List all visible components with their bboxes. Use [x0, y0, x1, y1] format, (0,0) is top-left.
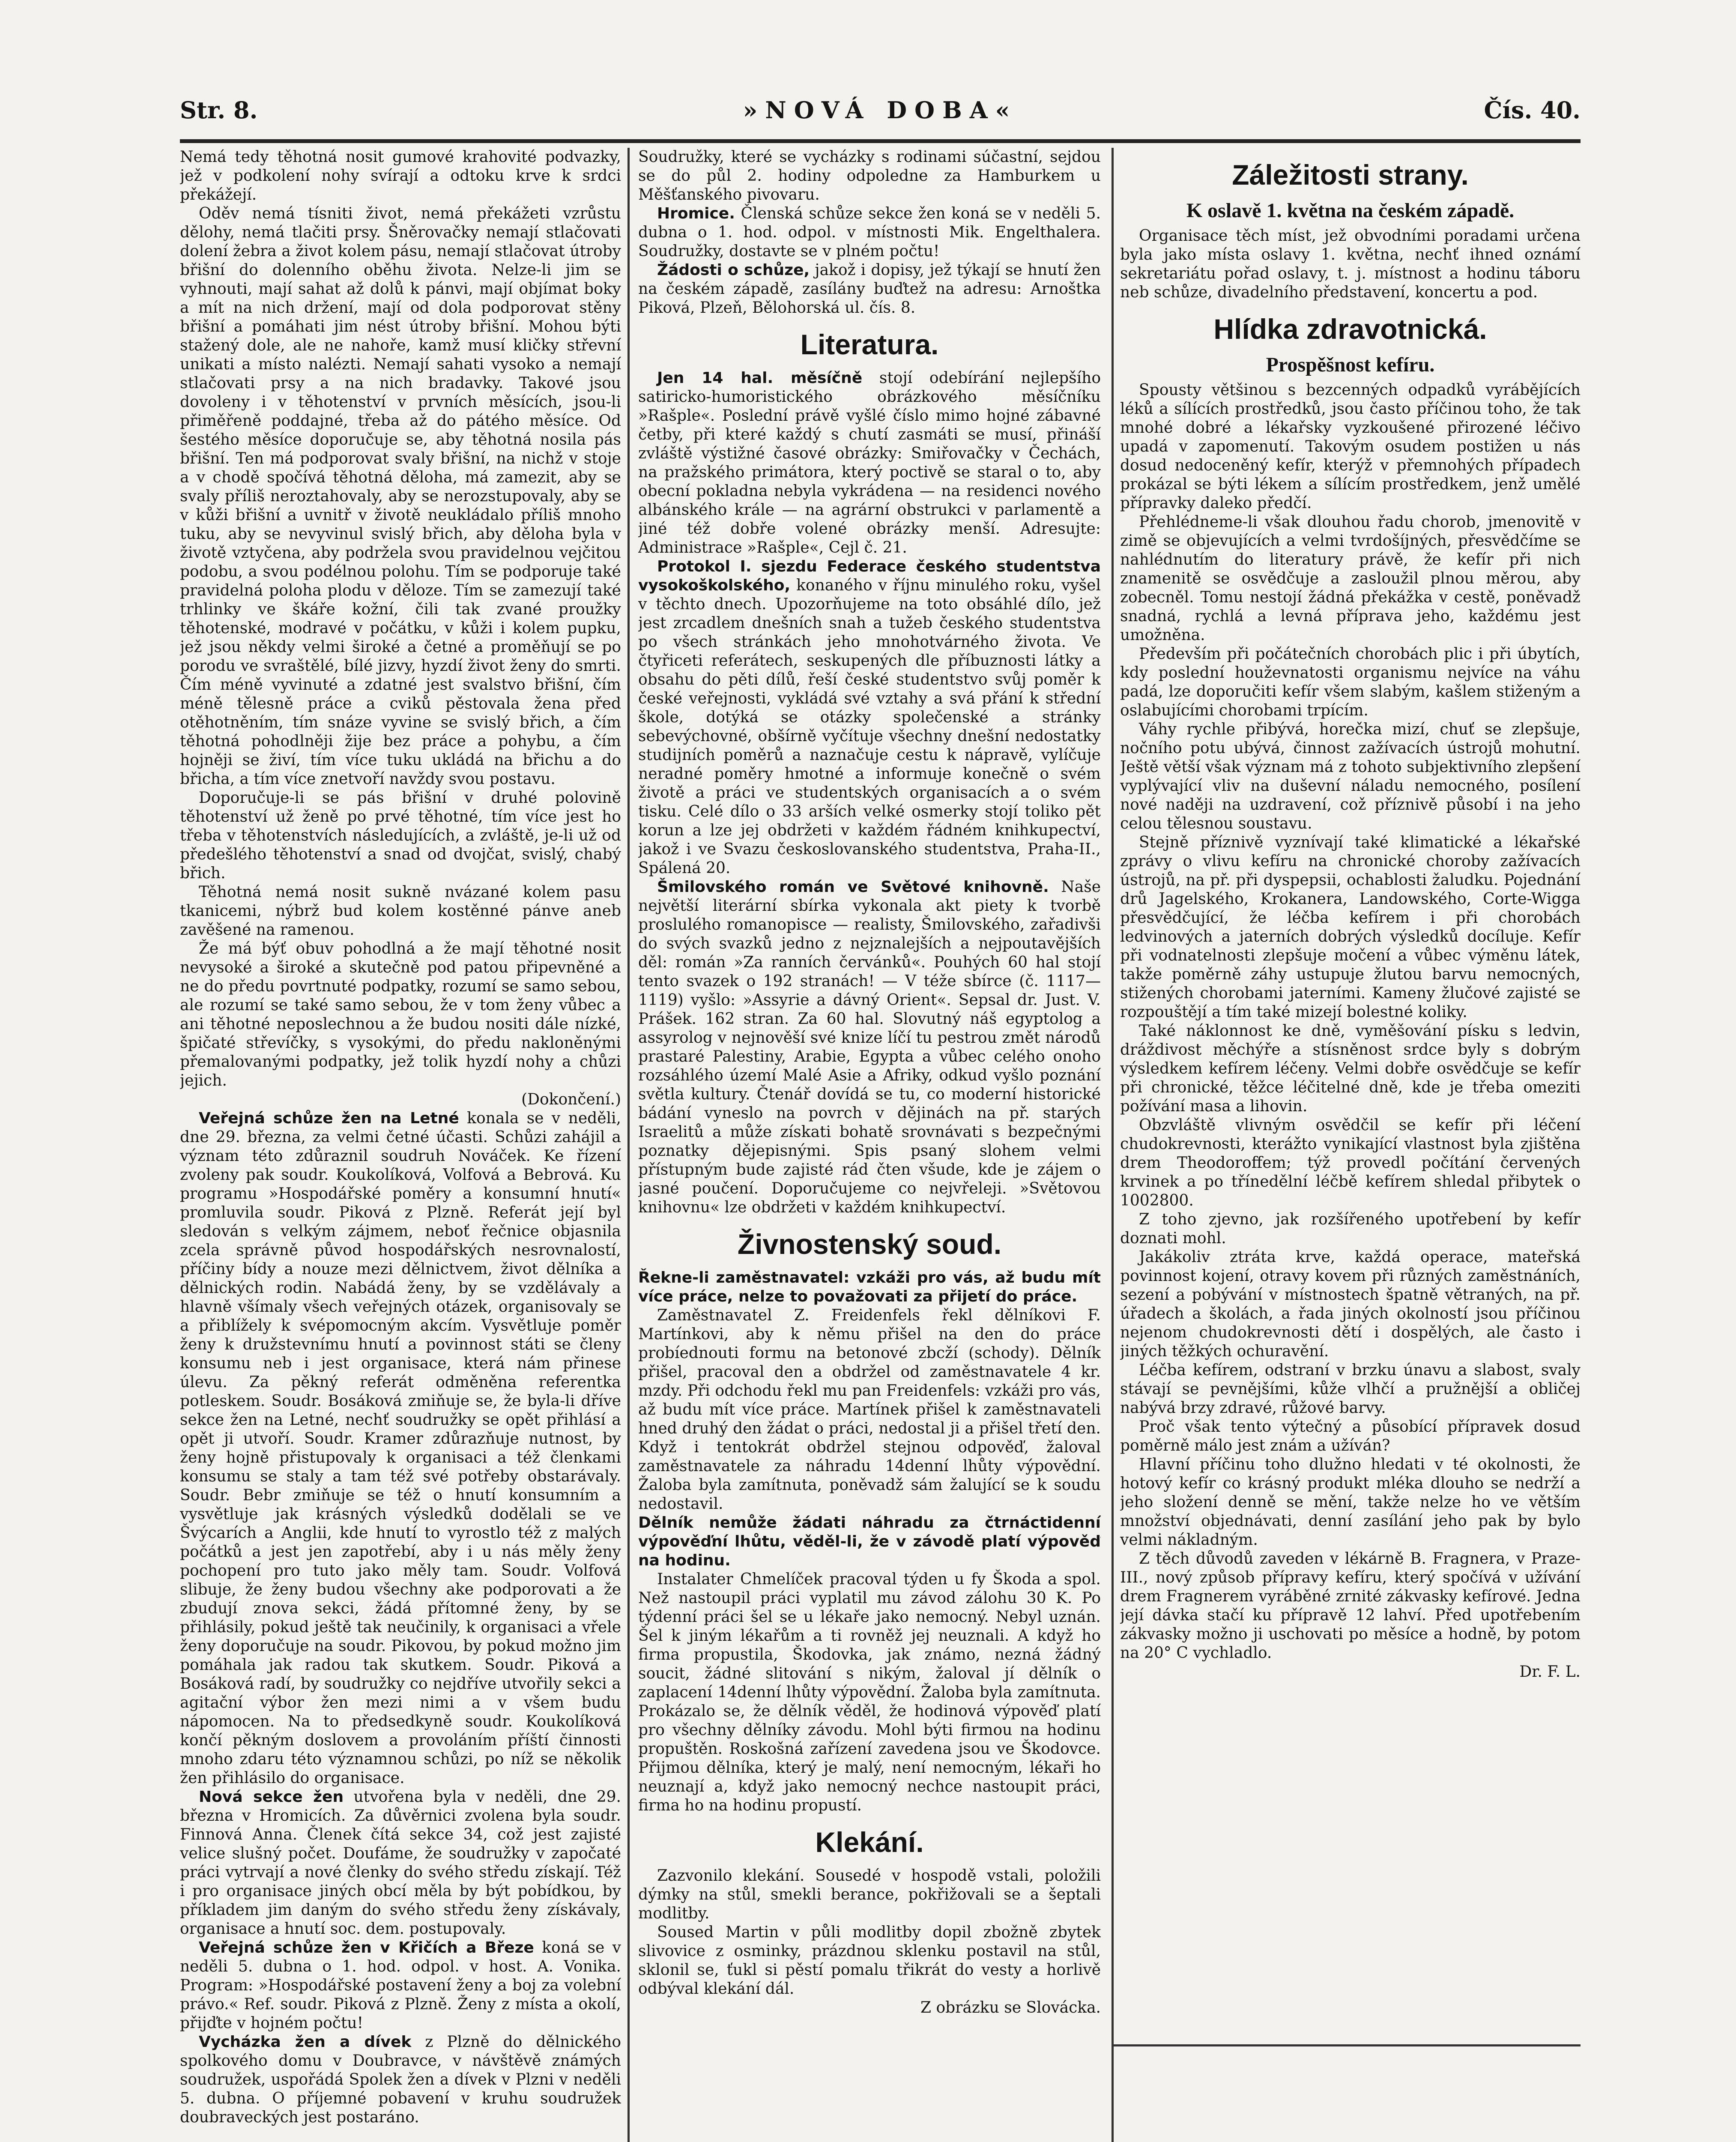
article-paragraph: Zazvonilo klekání. Sousedé v hospodě vstali, položili dýmky na stůl, smekli berance, pokřižovali se a šeptali modlitby.	[638, 1867, 1101, 1922]
news-lead: Hromice.	[657, 205, 735, 222]
continuation-note: (Dokončení.)	[521, 1091, 621, 1108]
news-item	[638, 204, 1101, 261]
section-heading-party: Záležitosti strany.	[1232, 159, 1469, 191]
article-paragraph: Organisace těch míst, jež obvodními poradami určena byla jako místa oslavy 1. května, nechť ihned oznámí sekretariátu pořad oslavy, t. j. místnost a hodinu táboru neb schůze, divadelního představení, koncertu a pod.	[1120, 227, 1581, 301]
news-item	[180, 1109, 621, 1788]
article-paragraph: Oděv nemá tísniti život, nemá překážeti vzrůstu dělohy, nemá tlačiti prsy. Šněrovačky nemají stlačovati dolení žebra a život kolem pásu, nemají stlačovat útroby břišní do dolenního oběhu života. Nelze-li jim se vyhnouti, mají sahat až dolů k pánvi, mají objímat boky a mít na nich držení, mají od dola podporovat stěny břišní a pomáhati jim nést útroby břišní. Mohou býti stažený dole, ale ne nahoře, kamž musí kličky střevní unikati a místo nalézti. Nemají sahati vysoko a nemají stlačovati prsy a na nich bradavky. Takové jsou dovoleny i v těhotenství v prvních měsících, jsou-li přiměřeně poddajné, třeba až do pátého měsíce. Od šestého měsíce doporučuje se, aby těhotná nosila pás břišní. Ten má podporovat svaly břišní, na nichž v stoje a v chodě spočívá těhotná děloha, má zamezit, aby se svaly příliš neroztahovaly, aby se nerozstupovaly, aby se v kůži břišní a uvnitř v životě neukládalo příliš mnoho tuku, aby se nevyvinul svislý břich, aby děloha byla v životě vztyčena, aby podržela svou pravidelnou vejčitou podobu, a svou podélnou polohu. Tím se podporuje také pravidelná poloha plodu v děloze. Tím se zamezují také trhlinky ve škáře kožní, čili tak zvané proužky těhotenské, modravé v počátku, v kůži i kolem pupku, jež jsou někdy velmi široké a četné a proměňují se po porodu ve svraštělé, bílé jizvy, hyzdí život ženy do smrti. Čím méně vyvinuté a zdatné jest svalstvo břišní, čím méně tělesně práce a cviků pěstovala žena před otěhotněním, tím snáze vyvine se svislý břich, a čím těhotná pohodlněji žije bez práce a pohybu, a čím hojněji se živí, tím více tuku ukládá na břichu a do břicha, a tím více znetvoří navždy svou postavu.	[180, 205, 621, 788]
article-paragraph: Obzvláště vlivným osvědčil se kefír při léčení chudokrevnosti, kterážto vynikající vlastnost byla zjištěna drem Theodoroffem; týž provedl počítání červených krvinek a po třínedělní léčbě kefírem shledal přibytek o 1002800.	[1120, 1116, 1581, 1209]
article-paragraph: Z těch důvodů zaveden v lékárně B. Fragnera, v Praze-III., nový způsob přípravy kefíru, který spočívá v užívání drem Fragnerem vyráběné zrnité zákvasky kefírové. Jedna její dávka stačí ku přípravě 12 lahví. Před upotřebením zákvasky možno ji uschovati po měsíce a hodně, by potom na 20° C vychladlo.	[1120, 1550, 1581, 1662]
column-left	[180, 148, 621, 2142]
article-paragraph: Také náklonnost ke dně, vyměšování písku s ledvin, dráždivost měchýře a stísněnost srdce byly s dobrým výsledkem kefírem léčeny. Velmi dobře osvědčuje se kefír při chronické, těžce léčitelné dně, kde je třeba omeziti požívání masa a lihovin.	[1120, 1022, 1581, 1115]
column-right	[1120, 148, 1581, 2041]
article-paragraph: Léčba kefírem, odstraní v brzku únavu a slabost, svaly stávají se pevnějšími, kůže vlhčí a pružnější a obličej nabývá brzy zdravé, růžové barvy.	[1120, 1361, 1581, 1417]
page-header	[180, 92, 1581, 143]
article-paragraph: Proč však tento výtečný a působící přípravek dosud poměrně málo jest znám a užíván?	[1120, 1418, 1581, 1454]
news-lead: Žádosti o schůze,	[657, 261, 810, 279]
article-paragraph: Váhy rychle přibývá, horečka mizí, chuť se zlepšuje, nočního potu ubývá, činnost zažívacích ústrojů mohutní. Ještě větší však význam má z tohoto subjektivního zlepšení vyplývající vliv na duševní náladu nemocného, posílení nové naději na uzdravení, což příznivě působí i na jeho celou tělesnou soustavu.	[1120, 721, 1581, 832]
case-headline: Řekne-li zaměstnavatel: vzkáži pro vás, až budu mít více práce, nelze to považovati za přijetí do práce.	[638, 1269, 1101, 1305]
article-paragraph: Jakákoliv ztráta krve, každá operace, mateřská povinnost kojení, otravy kovem při různých zaměstnáních, sezení a pobývání v místnostech špatně větraných, na př. úřadech a školách, a řada jiných okolností jsou příčinou nejenom chudokrevnosti dětí i dospělých, ale často i jiných těžkých ochuravění.	[1120, 1248, 1581, 1360]
news-item	[638, 557, 1101, 878]
news-lead: Veřejná schůze žen v Křičích a Březe	[199, 1939, 534, 1957]
issue-number: Čís. 40.	[1484, 96, 1581, 124]
case-headline: Dělník nemůže žádati náhradu za čtrnáctidenní výpověďní lhůtu, věděl-li, že v závodě platí výpověď na hodinu.	[638, 1514, 1101, 1569]
article-paragraph: Spousty většinou s bezcenných odpadků vyrábějících léků a sílících prostředků, jsou často příčinou toho, že tak mnohé dobré a lékařsky vyzkoušené přirozené léčivo upadá v zapomenutí. Takovým osudem postižen u nás dosud nedoceněný kefír, kterýž v přemnohých případech prokázal se býti lékem a sílícím prostředkem, jenž umělé přípravky daleko předčí.	[1120, 381, 1581, 512]
article-paragraph: Soudružky, které se vycházky s rodinami súčastní, sejdou se do půl 2. hodiny odpoledne za Hamburkem u Měšťanského pivovaru.	[638, 148, 1101, 203]
news-text: utvořena byla v neděli, dne 29. března v Hromicích. Za důvěrnici zvolena byla soudr. Finnová Anna. Členek čítá sekce 34, což jest zajisté velice slušný počet. Doufáme, že soudružky v započaté práci vytrvají a nové členky do svého středu získají. Též i pro organisace jiných obcí měla by být pobídkou, by příkladem jim daným do svého středu ženy získávaly, organisace a hnutí soc. dem. postupovaly.	[180, 1788, 621, 1938]
news-item	[180, 1788, 621, 1939]
section-heading-trade-court: Živnostenský soud.	[737, 1228, 1002, 1260]
article-paragraph: Nemá tedy těhotná nosit gumové krahovité podvazky, jež v podkolení nohy svírají a odtoku krve k srdci překážejí.	[180, 148, 621, 203]
section-heading-klekani: Klekání.	[815, 1826, 924, 1858]
news-lead: Jen 14 hal. měsíčně	[657, 369, 863, 387]
article-author: Dr. F. L.	[1519, 1663, 1581, 1681]
news-text: z Plzně do dělnického spolkového domu v Doubravce, v návštěvě známých soudružek, uspořádá Spolek žen a dívek v Plzni v neděli 5. dubna. O příjemné pobavení v kruhu soudružek doubraveckých jest postaráno.	[180, 2033, 621, 2126]
news-text: koná se v neděli 5. dubna o 1. hod. odpol. v host. A. Vonika. Program: »Hospodářské postavení ženy a boj za volební právo.« Ref. soudr. Piková z Plzně. Ženy z místa a okolí, přijďte v hojném počtu!	[180, 1939, 621, 2032]
article-paragraph: Soused Martin v půli modlitby dopil zbožně zbytek slivovice z osminky, prázdnou sklenku postavil na stůl, sklonil se, ťukl si pěstí pomalu třikrát do vesty a horlivě odbýval klekání dál.	[638, 1924, 1101, 1998]
article-paragraph: Těhotná nemá nosit sukně nvázané kolem pasu tkanicemi, nýbrž bud kolem kostěnné pánve aneb zavěšené na ramenou.	[180, 883, 621, 939]
news-lead: Protokol I. sjezdu Federace českého studentstva vysokoškolského,	[638, 558, 1101, 594]
news-text: konaného v říjnu minulého roku, vyšel v těchto dnech. Upozorňujeme na toto obsáhlé dílo, jež jest zrcadlem dnešních snah a tužeb českého studentstva po všech stránkách jeho mnohotvárného života. Ve čtyřiceti referátech, seskupených dle příbuznosti látky a obsahu do pěti dílů, řeší české studentstvo svůj poměr k české veřejnosti, vykládá své vztahy a svá přání k střední škole, dotýká se otázky společenské a stránky sebevýchovné, obšírně vyčítuje všechny dnešní nedostatky studijních poměrů a naznačuje cestu k nápravě, vylíčuje neradné poměry hmotné a informuje konečně o svém životě a práci ve studentských organisacích a o svém tisku. Celé dílo o 33 arších velké osmerky stojí toliko pět korun a lze jej obdržeti v každém řádném knihkupectví, jakož i ve Svazu českoslovanského studentstva, Praha-II., Spálená 20.	[638, 577, 1101, 877]
article-paragraph: Především při počátečních chorobách plic i při úbytích, kdy poslední houževnatosti organismu nejvíce na váhu padá, lze doporučiti kefír všem slabým, kašlem stiženým a oslabujícími chorobami trpícím.	[1120, 645, 1581, 719]
article-paragraph: Přehlédneme-li však dlouhou řadu chorob, jmenovitě v zimě se objevujících a velmi tvrdošíjných, přesvědčíme se nahlédnutím do literatury právě, že kefír při nich znamenitě se osvědčuje a zasloužil plnou měrou, aby zobecněl. Tomu nestojí žádná překážka v cestě, poněvadž snadná, rychlá a levná příprava jeho, každému jest umožněna.	[1120, 513, 1581, 644]
news-text: Naše největší literární sbírka vykonala akt piety k tvorbě proslulého romanopisce — realisty, Šmilovského, zařadivši do svých svazků jedno z nejznalejších a nejpoutavějších děl: román »Za ranních červánků«. Pouhých 60 hal stojí tento svazek o 192 stranách! — V téže sbírce (č. 1117—1119) vyšlo: »Assyrie a dávný Orient«. Sepsal dr. Just. V. Prášek. 162 stran. Za 60 hal. Slovutný náš egyptolog a assyrolog v nejnověší své knize líčí tu pestrou změt národů prastaré Palestiny, Arabie, Egypta a vůbec celého onoho rozsáhlého území Malé Asie a Afriky, odkud vyšlo poznání světla kultury. Čtenář dovídá se tu, co moderní historické bádání vyneslo na povrch v dějinách na př. starých Israelitů a může získati bohatě srovnávati s bezpečnými poznatky dějepisnými. Spis psaný slohem velmi přístupným bude zajisté rád čten všude, kde je zájem o jasné poučení. Doporučujeme co nejvřeleji. »Světovou knihovnu« lze obdržeti v každém knihkupectví.	[638, 878, 1101, 1216]
article-paragraph: Z toho zjevno, jak rozšířeného upotřebení by kefír doznati mohl.	[1120, 1211, 1581, 1247]
article-paragraph: Instalater Chmelíček pracoval týden u fy Škoda a spol. Než nastoupil práci vyplatil mu závod zálohu 30 K. Po týdenní práci šel se u lékaře jako nemocný. Nebyl uznán. Šel k jiným lékařům a ti rovněž jej neuznali. A když ho firma propustila, Škodovka, jak známo, nezná žádný soucit, žádné slitování s nikým, žaloval jí dělník o zaplacení 14denní lhůty výpovědní. Žaloba byla zamítnuta. Prokázalo se, že dělník věděl, že hodinová výpověď platí pro všechny dělníky závodu. Mohl býti firmou na hodinu propuštěn. Roskošná zařízení zavedena jsou ve Škodovce. Přijmou dělníka, který je malý, není nemocným, lékaři ho neuznají a, když jako nemocný nechce nastoupit práci, firma ho na hodinu propustí.	[638, 1571, 1101, 1814]
news-text: Členská schůze sekce žen koná se v neděli 5. dubna o 1. hod. odpol. v místnosti Mik. Engelthalera. Soudružky, dostavte se v plném počtu!	[638, 205, 1101, 260]
article-paragraph: Zaměstnavatel Z. Freidenfels řekl dělníkovi F. Martínkovi, aby k němu přišel na den do práce probíednouti formu na betonové zbcží (schody). Dělník přišel, pracoval den a obdržel od zaměstnavatele 4 kr. mzdy. Při odchodu řekl mu pan Freidenfels: vzkáži pro vás, až budu mít více práce. Martínek přišel k zaměstnavateli hned druhý den žádat o práci, nedostal ji a přišel třetí den. Když i tentokrát obdržel stejnou odpověď, žaloval zaměstnavatele za náhradu 14denní lhůty výpovědní. Žaloba byla zamítnuta, poněvadž sám žalující se k soudu nedostavil.	[638, 1307, 1101, 1513]
news-item	[638, 369, 1101, 557]
news-lead: Vycházka žen a dívek	[199, 2033, 412, 2051]
news-lead: Šmilovského román ve Světové knihovně.	[657, 878, 1049, 896]
section-heading-literature: Literatura.	[800, 329, 939, 360]
news-item	[638, 261, 1101, 317]
news-lead: Nová sekce žen	[199, 1788, 344, 1806]
column-middle	[638, 148, 1101, 2142]
article-source: Z obrázku se Slovácka.	[920, 1999, 1101, 2016]
subheading-kefir: Prospěšnost kefíru.	[1266, 353, 1435, 376]
news-item	[180, 2033, 621, 2127]
article-paragraph: Stejně příznivě vyznívají také klimatické a lékařské zprávy o vlivu kefíru na chronické choroby zažívacích ústrojů, na př. při dyspepsii, ochablosti žaludku. Pojednání drů Jagelského, Krokanera, Landowského, Corte-Wigga přesvědčující, že léčba kefírem i při chorobách ledvinových a jaterních dobrých výsledků docíluje. Kefír při vodnatelnosti zlepšuje močení a vůbec výměnu látek, takže poměrně záhy ustupuje žlutou barvu nemocných, stižených chorobami jaterními. Kameny žlučové zajisté se rozpouštějí a tím také mizejí bolestné koliky.	[1120, 834, 1581, 1021]
subheading-may-day: K oslavě 1. května na českém západě.	[1186, 199, 1515, 222]
column-end-rule	[1114, 2044, 1581, 2046]
masthead-title: »NOVÁ DOBA«	[743, 96, 1018, 124]
page-number: Str. 8.	[180, 96, 258, 124]
news-item	[638, 878, 1101, 1217]
news-text: konala se v neděli, dne 29. března, za velmi četné účasti. Schůzi zahájil a význam této zdůraznil soudruh Nováček. Ke řízení zvoleny pak soudr. Koukolíková, Volfová a Bebrová. Ku programu »Hospodářské poměry a konsumní hnutí« promluvila soudr. Piková z Plzně. Referát její byl sledován s velkým zájmem, neboť řečnice objasnila zcela správně původ hospodářských nesrovnalostí, příčiny bídy a nouze mezi dělnictvem, život dělníka a dělnických rodin. Nabádá ženy, by se vzdělávaly a hlavně všímaly všech veřejných otázek, organisovaly se a přiblížely k svépomocným akcím. Vysvětluje poměr ženy k družstevnímu hnutí a povinnost státi se členy konsumu neb i jest organisace, která nám přinese úlevu. Za pěkný referát odměněna referentka potleskem. Soudr. Bosáková zmiňuje se, že byla-li dříve sekce žen na Letné, nechť soudružky se opět přihlásí a opět ji utvoří. Soudr. Kramer zdůrazňuje nutnost, by ženy hojně přistupovaly k organisaci a též členkami konsumu se staly a tam též své potřeby obstarávaly. Soudr. Bebr zmiňuje se též o hnutí konsumním a vysvětluje jak krásných výsledků dodělali se ve Švýcarích a Anglii, kde hnutí to vyrostlo též z malých počátků a jest jen zapotřebí, aby i u nás měly ženy pochopení pro tuto jako měly tam. Soudr. Volfová slibuje, že ženy budou všechny ake podporovati a že zbudují znova sekci, žádá přítomné ženy, by se přihlásily, pokud ještě tak neučinily, k organisaci a vřele ženy doporučuje na soudr. Pikovou, by pokud možno jim pomáhala jak radou tak skutkem. Soudr. Piková a Bosáková radí, by soudružky co nejdříve utvořily sekci a agitační výbor žen mezi nimi a v všem budu nápomocen. Na to předsedkyně soudr. Koukolíková končí pěkným doslovem a provoláním příští činnosti mnoho zdaru této významnou schůzi, po níž se několik žen přihlásilo do organisace.	[180, 1110, 621, 1787]
news-item	[180, 1939, 621, 2033]
article-paragraph: Doporučuje-li se pás břišní v druhé polovině těhotenství už ženě po prvé těhotné, tím více jest ho třeba v těhotenstvích následujících, a zvláště, je-li už od předešlého těhotenství a snad od dvojčat, svislý, chabý břich.	[180, 789, 621, 882]
news-text: stojí odebírání nejlepšího satiricko-humoristického obrázkového měsíčníku »Rašple«. Poslední právě vyšlé číslo mimo hojné zábavné četby, při které každý s chutí zasmáti se musí, přináší zvláště výstižné časové obrázky: Smiřovačky v Čechách, na pražského primátora, který poctivě se staral o to, aby obecní pokladna nebyla vykrádena — na residenci nového albánského krále — na agrární obstrukci v parlamentě a jiné též dobře volené obrázky menší. Adresujte: Administrace »Rašple«, Cejl č. 21.	[638, 369, 1101, 556]
column-divider	[1112, 148, 1114, 2142]
news-text: jakož i dopisy, jež týkají se hnutí žen na českém západě, zasílány buďtež na adresu: Arnoštka Piková, Plzeň, Bělohorská ul. čís. 8.	[638, 261, 1101, 317]
article-paragraph: Hlavní příčinu toho dlužno hledati v té okolnosti, že hotový kefír co krásný produkt mléka dlouho se nedrží a jeho složení denně se mění, takže nelze ho ve větším množství objednávati, denní zasílání jeho pak by bylo velmi nákladným.	[1120, 1456, 1581, 1549]
section-heading-health: Hlídka zdravotnická.	[1213, 313, 1487, 345]
article-paragraph: Že má býť obuv pohodlná a že mají těhotné nosit nevysoké a široké a skutečně pod patou připevněné a ne do předu povrtnuté podpatky, rozumí se samo sebou, ale rozumí se také samo sebou, že v tom ženy vůbec a ani těhotné neposlechnou a že budou nositi dále nízké, špičaté střevíčky, s vysokými, do předu nakloněnými přemalovanými podpatky, jež tolik hyzdí nohy a chůzi jejich.	[180, 940, 621, 1089]
news-lead: Veřejná schůze žen na Letné	[199, 1110, 459, 1127]
column-divider	[627, 148, 630, 2142]
